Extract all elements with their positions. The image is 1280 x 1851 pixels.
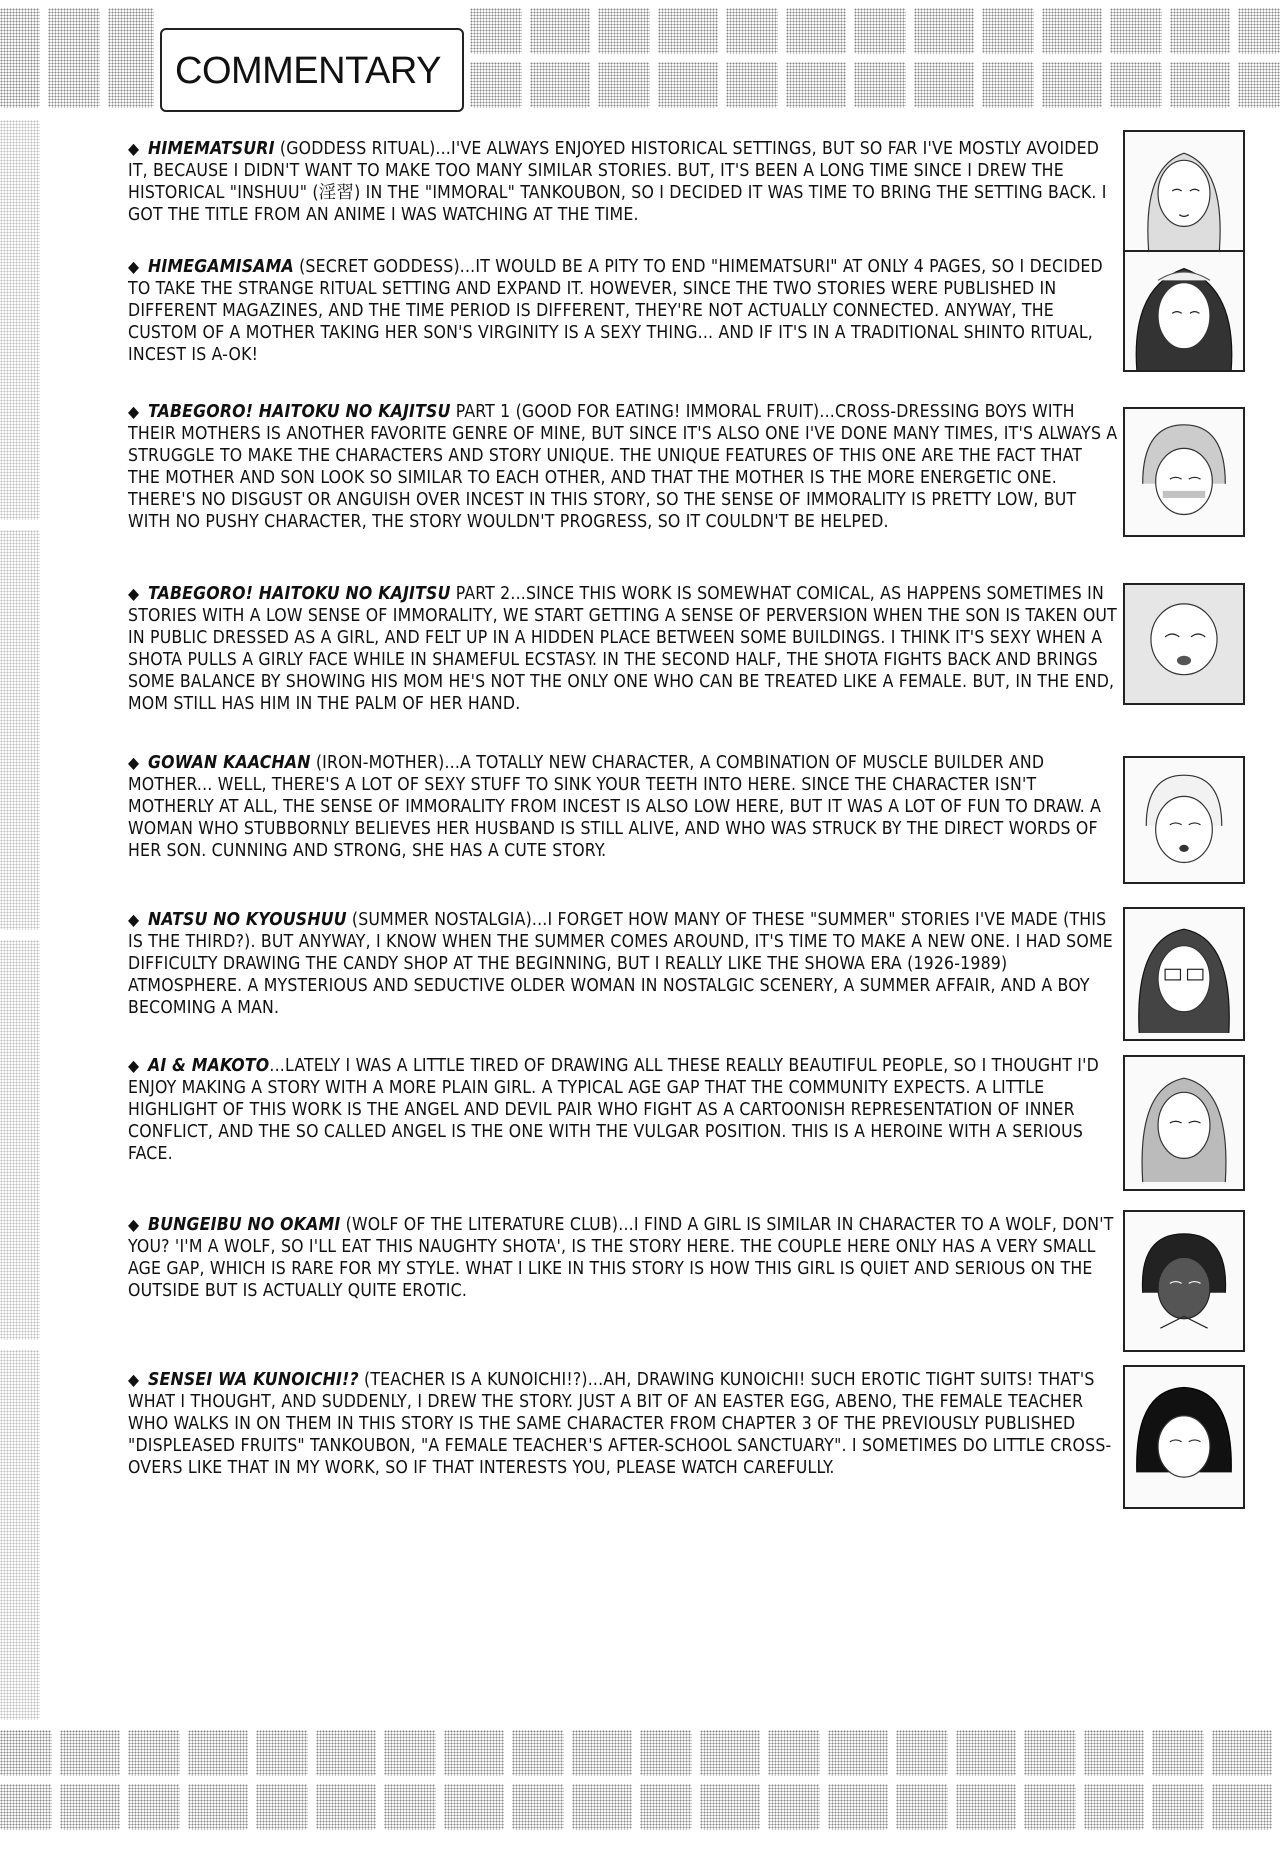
- portrait-face-icon: [1125, 252, 1243, 370]
- entry-text: [128, 401, 1118, 533]
- portrait-face-icon: [1125, 909, 1243, 1039]
- entry-body: (TEACHER IS A KUNOICHI!?)...AH, DRAWING KUNOICHI! SUCH EROTIC TIGHT SUITS! THAT'S WHAT I THOUGHT, AND SUDDENLY, I DREW THE STORY. JUST A BIT OF AN EASTER EGG, ABENO, THE FEMALE TEACHER WHO WALKS IN ON THEM IN THIS STORY IS THE SAME CHARACTER FROM CHAPTER 3 OF THE PREVIOUSLY PUBLISHED "DISPLEASED FRUITS" TANKOUBON, "A FEMALE TEACHER'S AFTER-SCHOOL SANCTUARY". I SOMETIMES DO LITTLE CROSS-OVERS LIKE THAT IN MY WORK, SO IF THAT INTERESTS YOU, PLEASE WATCH CAREFULLY.: [128, 1370, 1112, 1478]
- entry-body: ...LATELY I WAS A LITTLE TIRED OF DRAWING ALL THESE REALLY BEAUTIFUL PEOPLE, SO I THOUGHT I'D ENJOY MAKING A STORY WITH A MORE PLAIN GIRL. A TYPICAL AGE GAP THAT THE COMMUNITY EXPECTS. A LITTLE HIGHLIGHT OF THIS WORK IS THE ANGEL AND DEVIL PAIR WHO FIGHT AS A CARTOONISH REPRESENTATION OF INNER CONFLICT, AND THE SO CALLED ANGEL IS THE ONE WITH THE VULGAR POSITION. THIS IS A HEROINE WITH A SERIOUS FACE.: [128, 1056, 1099, 1164]
- character-portrait-thumbnail: [1123, 1365, 1245, 1509]
- diamond-bullet-icon: ◆: [128, 257, 140, 276]
- entry-title: HIMEMATSURI: [148, 139, 275, 159]
- portrait-face-icon: [1125, 132, 1243, 250]
- entry-title: BUNGEIBU NO OKAMI: [148, 1215, 341, 1235]
- left-pattern-margin: [0, 120, 120, 1720]
- portrait-face-icon: [1125, 585, 1243, 703]
- portrait-face-icon: [1125, 758, 1243, 882]
- entry-text: [128, 1214, 1118, 1302]
- character-portrait-thumbnail: [1123, 907, 1245, 1041]
- entry-text: [128, 752, 1118, 862]
- entry-text: [128, 909, 1118, 1019]
- portrait-face-icon: [1125, 409, 1243, 535]
- entry-body: PART 2...SINCE THIS WORK IS SOMEWHAT COMICAL, AS HAPPENS SOMETIMES IN STORIES WITH A LOW SENSE OF IMMORALITY, WE START GETTING A SENSE OF PERVERSION WHEN THE SON IS TAKEN OUT IN PUBLIC DRESSED AS A GIRL, AND FELT UP IN A HIDDEN PLACE BETWEEN SOME BUILDINGS. I THINK IT'S SEXY WHEN A SHOTA PULLS A GIRLY FACE WHILE IN SHAMEFUL ECSTASY. IN THE SECOND HALF, THE SHOTA FIGHTS BACK AND BRINGS SOME BALANCE BY SHOWING HIS MOM HE'S NOT THE ONLY ONE WHO CAN BE TREATED LIKE A FEMALE. BUT, IN THE END, MOM STILL HAS HIM IN THE PALM OF HER HAND.: [128, 584, 1117, 714]
- diamond-bullet-icon: ◆: [128, 402, 140, 421]
- character-portrait-thumbnail: [1123, 250, 1245, 372]
- entry-text: [128, 138, 1118, 226]
- character-portrait-thumbnail: [1123, 407, 1245, 537]
- diamond-bullet-icon: ◆: [128, 1056, 140, 1075]
- diamond-bullet-icon: ◆: [128, 1370, 140, 1389]
- character-portrait-thumbnail: [1123, 583, 1245, 705]
- entry-text: [128, 1055, 1118, 1165]
- entry-text: [128, 583, 1118, 715]
- entry-title: HIMEGAMISAMA: [148, 257, 294, 277]
- entry-title: TABEGORO! HAITOKU NO KAJITSU: [148, 402, 451, 422]
- page-title: COMMENTARY: [175, 50, 441, 92]
- entry-title: NATSU NO KYOUSHUU: [148, 910, 347, 930]
- entry-body: (SUMMER NOSTALGIA)...I FORGET HOW MANY OF THESE "SUMMER" STORIES I'VE MADE (THIS IS THE THIRD?). BUT ANYWAY, I KNOW WHEN THE SUMMER COMES AROUND, IT'S TIME TO MAKE A NEW ONE. I HAD SOME DIFFICULTY DRAWING THE CANDY SHOP AT THE BEGINNING, BUT I REALLY LIKE THE SHOWA ERA (1926-1989) ATMOSPHERE. A MYSTERIOUS AND SEDUCTIVE OLDER WOMAN IN NOSTALGIC SCENERY, A SUMMER AFFAIR, AND A BOY BECOMING A MAN.: [128, 910, 1113, 1018]
- entry-title: SENSEI WA KUNOICHI!?: [148, 1370, 359, 1390]
- diamond-bullet-icon: ◆: [128, 139, 140, 158]
- entry-title: AI & MAKOTO: [148, 1056, 270, 1076]
- character-portrait-thumbnail: [1123, 1055, 1245, 1191]
- character-portrait-thumbnail: [1123, 1210, 1245, 1352]
- entry-title: TABEGORO! HAITOKU NO KAJITSU: [148, 584, 451, 604]
- portrait-face-icon: [1125, 1212, 1243, 1350]
- character-portrait-thumbnail: [1123, 130, 1245, 252]
- diamond-bullet-icon: ◆: [128, 1215, 140, 1234]
- character-portrait-thumbnail: [1123, 756, 1245, 884]
- entry-text: [128, 256, 1118, 366]
- entry-body: PART 1 (GOOD FOR EATING! IMMORAL FRUIT)...CROSS-DRESSING BOYS WITH THEIR MOTHERS IS ANOTHER FAVORITE GENRE OF MINE, BUT SINCE IT'S ALSO ONE I'VE DONE MANY TIMES, IT'S ALWAYS A STRUGGLE TO MAKE THE CHARACTERS AND STORY UNIQUE. THE UNIQUE FEATURES OF THIS ONE ARE THE FACT THAT THE MOTHER AND SON LOOK SO SIMILAR TO EACH OTHER, AND THAT THE MOTHER IS THE MORE ENERGETIC ONE. THERE'S NO DISGUST OR ANGUISH OVER INCEST IN THIS STORY, SO THE SENSE OF IMMORALITY IS PRETTY LOW, BUT WITH NO PUSHY CHARACTER, THE STORY WOULDN'T PROGRESS, SO IT COULDN'T BE HELPED.: [128, 402, 1118, 532]
- diamond-bullet-icon: ◆: [128, 584, 140, 603]
- entry-body: (WOLF OF THE LITERATURE CLUB)...I FIND A GIRL IS SIMILAR IN CHARACTER TO A WOLF, DON'T YOU? 'I'M A WOLF, SO I'LL EAT THIS NAUGHTY SHOTA', IS THE STORY HERE. THE COUPLE HERE ONLY HAS A VERY SMALL AGE GAP, WHICH IS RARE FOR MY STYLE. WHAT I LIKE IN THIS STORY IS HOW THIS GIRL IS QUIET AND SERIOUS ON THE OUTSIDE BUT IS ACTUALLY QUITE EROTIC.: [128, 1215, 1114, 1301]
- portrait-face-icon: [1125, 1057, 1243, 1189]
- entry-body: (GODDESS RITUAL)...I'VE ALWAYS ENJOYED HISTORICAL SETTINGS, BUT SO FAR I'VE MOSTLY AVOIDED IT, BECAUSE I DIDN'T WANT TO MAKE TOO MANY SIMILAR STORIES. BUT, IT'S BEEN A LONG TIME SINCE I DREW THE HISTORICAL "INSHUU" (淫習) IN THE "IMMORAL" TANKOUBON, SO I DECIDED IT WAS TIME TO BRING THE SETTING BACK. I GOT THE TITLE FROM AN ANIME I WAS WATCHING AT THE TIME.: [128, 139, 1107, 225]
- portrait-face-icon: [1125, 1367, 1243, 1507]
- entry-body: (IRON-MOTHER)...A TOTALLY NEW CHARACTER, A COMBINATION OF MUSCLE BUILDER AND MOTHER... WELL, THERE'S A LOT OF SEXY STUFF TO SINK YOUR TEETH INTO HERE. SINCE THE CHARACTER ISN'T MOTHERLY AT ALL, THE SENSE OF IMMORALITY FROM INCEST IS ALSO LOW HERE, BUT IT WAS A LOT OF FUN TO DRAW. A WOMAN WHO STUBBORNLY BELIEVES HER HUSBAND IS STILL ALIVE, AND WHO WAS STRUCK BY THE DIRECT WORDS OF HER SON. CUNNING AND STRONG, SHE HAS A CUTE STORY.: [128, 753, 1102, 861]
- entry-text: [128, 1369, 1118, 1479]
- diamond-bullet-icon: ◆: [128, 753, 140, 772]
- diamond-bullet-icon: ◆: [128, 910, 140, 929]
- entry-title: GOWAN KAACHAN: [148, 753, 311, 773]
- entry-body: (SECRET GODDESS)...IT WOULD BE A PITY TO END "HIMEMATSURI" AT ONLY 4 PAGES, SO I DECIDED TO TAKE THE STRANGE RITUAL SETTING AND EXPAND IT. HOWEVER, SINCE THE TWO STORIES WERE PUBLISHED IN DIFFERENT MAGAZINES, AND THE TIME PERIOD IS DIFFERENT, THEY'RE NOT ACTUALLY CONNECTED. ANYWAY, THE CUSTOM OF A MOTHER TAKING HER SON'S VIRGINITY IS A SEXY THING... AND IF IT'S IN A TRADITIONAL SHINTO RITUAL, INCEST IS A-OK!: [128, 257, 1103, 365]
- bottom-pattern-band: [0, 1722, 1280, 1851]
